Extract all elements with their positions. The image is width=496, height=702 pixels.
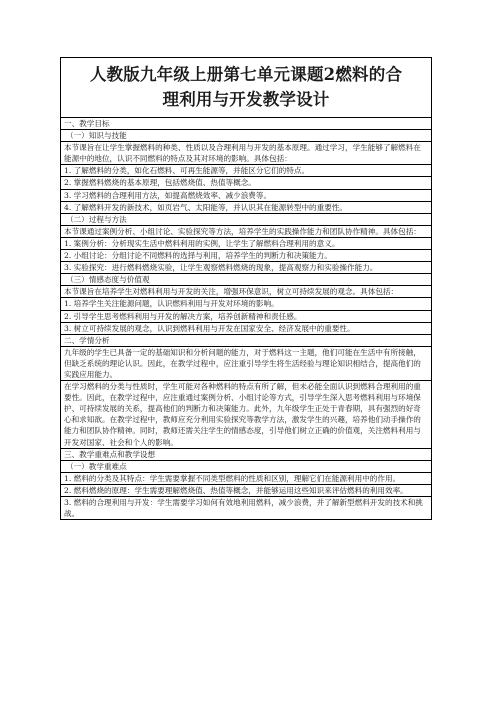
section-cell [61, 497, 432, 520]
section-heading: 三、教学重难点和教学设想 [64, 449, 156, 459]
paragraph: 3. 树立可持续发展的观念，认识到燃料利用与开发在国家安全、经济发展中的重要性。 [64, 323, 355, 333]
section-cell [61, 213, 432, 225]
section-cell [61, 262, 432, 274]
section-cell [61, 484, 432, 496]
paragraph: 在学习燃料的分类与性质时，学生可能对各种燃料的特点有所了解，但未必能全面认识到燃料合理利用的重要性。因此，在教学过程中，应注重通过案例分析、小组讨论等方式，引导学生深入思考燃料利用与环境保护、可持续发展的关系，提高他们的判断力和决策能力。此外，九年级学生正处于青春期，具有强烈的好奇心和求知欲。在教学过程中，教师应充分利用实验探究等教学方法，激发学生的兴趣，培养他们动手操作的能力和团队协作精神。同时，教师还需关注学生的情感态度，引导他们树立正确的价值观，关注燃料利用与开发对国家、社会和个人的影响。 [64, 382, 421, 447]
paragraph: 3. 学习燃料的合理利用方法，如提高燃烧效率、减少浪费等。 [64, 190, 272, 200]
section-cell [61, 130, 432, 142]
section-cell [61, 322, 432, 334]
paragraph: 1. 培养学生关注能源问题，认识燃料利用与开发对环境的影响。 [64, 299, 279, 309]
section-cell [61, 381, 432, 449]
section-cell [61, 448, 432, 460]
section-cell [61, 165, 432, 177]
section-subheading: （一）知识与技能 [66, 131, 127, 141]
section-cell [61, 310, 432, 322]
section-cell [61, 460, 432, 472]
section-cell [61, 472, 432, 484]
document-table [60, 57, 432, 520]
paragraph: 2. 引导学生思考燃料利用与开发的解决方案，培养创新精神和责任感。 [64, 311, 302, 321]
paragraph: 九年级的学生已具备一定的基础知识和分析问题的能力，对于燃料这一主题，他们可能在生活中有所接触，但缺乏系统的理论认识。因此，在教学过程中，应注重引导学生将生活经验与理论知识相结合，提高他们的实践应用能力。 [64, 347, 421, 379]
document-title-line-1: 人教版九年级上册第七单元课题2燃料的合 [89, 65, 403, 84]
paragraph: 1. 案例分析：分析现实生活中燃料利用的实例，让学生了解燃料合理利用的意义。 [64, 238, 340, 248]
section-heading: 二、学情分析 [64, 335, 110, 345]
section-heading: 一、教学目标 [64, 119, 110, 128]
paragraph: 1. 燃料的分类及其特点：学生需要掌握不同类型燃料的性质和区别，理解它们在能源利用中的作用。 [64, 473, 401, 483]
paragraph: 本节课旨在培养学生对燃料利用与开发的关注，增强环保意识，树立可持续发展的观念。具体包括： [64, 287, 399, 297]
section-cell [61, 118, 432, 130]
section-cell [61, 250, 432, 262]
paragraph: 4. 了解燃料开发的新技术，如页岩气、太阳能等，并认识其在能源转型中的重要性。 [64, 202, 348, 212]
title-cell [61, 58, 432, 118]
section-cell [61, 274, 432, 286]
paragraph: 本节课旨在让学生掌握燃料的种类、性质以及合理利用与开发的基本原理。通过学习，学生能够了解燃料在能源中的地位，认识不同燃料的特点及其对环境的影响。具体包括： [64, 143, 421, 164]
section-subheading: （二）过程与方法 [66, 214, 127, 224]
document-page [60, 57, 432, 520]
section-cell [61, 142, 432, 165]
paragraph: 本节课通过案例分析、小组讨论、实验探究等方法，培养学生的实践操作能力和团队协作精神。具体包括： [64, 226, 421, 236]
paragraph: 2. 燃料燃烧的原理：学生需要理解燃烧值、热值等概念，并能够运用这些知识来评估燃料的利用效率。 [64, 485, 408, 495]
paragraph: 1. 了解燃料的分类，如化石燃料、可再生能源等，并能区分它们的特点。 [64, 166, 310, 176]
section-cell [61, 225, 432, 237]
section-cell [61, 177, 432, 189]
section-cell [61, 346, 432, 380]
section-cell [61, 237, 432, 249]
paragraph: 3. 实验探究：进行燃料燃烧实验，让学生观察燃料燃烧的现象，提高观察力和实验操作能力。 [64, 263, 378, 273]
section-cell [61, 189, 432, 201]
document-title-line-2: 理利用与开发教学设计 [162, 90, 330, 109]
section-cell [61, 286, 432, 298]
section-cell [61, 201, 432, 213]
section-cell [61, 334, 432, 346]
section-subheading: （一）教学重难点 [66, 461, 127, 471]
paragraph: 3. 燃料的合理利用与开发：学生需要学习如何有效地利用燃料，减少浪费，并了解新型燃料开发的技术和挑战。 [64, 498, 423, 519]
section-cell [61, 298, 432, 310]
paragraph: 2. 小组讨论：分组讨论不同燃料的选择与利用，培养学生的判断力和决策能力。 [64, 251, 332, 261]
paragraph: 2. 掌握燃料燃烧的基本原理，包括燃烧值、热值等概念。 [64, 178, 256, 188]
section-subheading: （三）情感态度与价值观 [66, 275, 150, 285]
